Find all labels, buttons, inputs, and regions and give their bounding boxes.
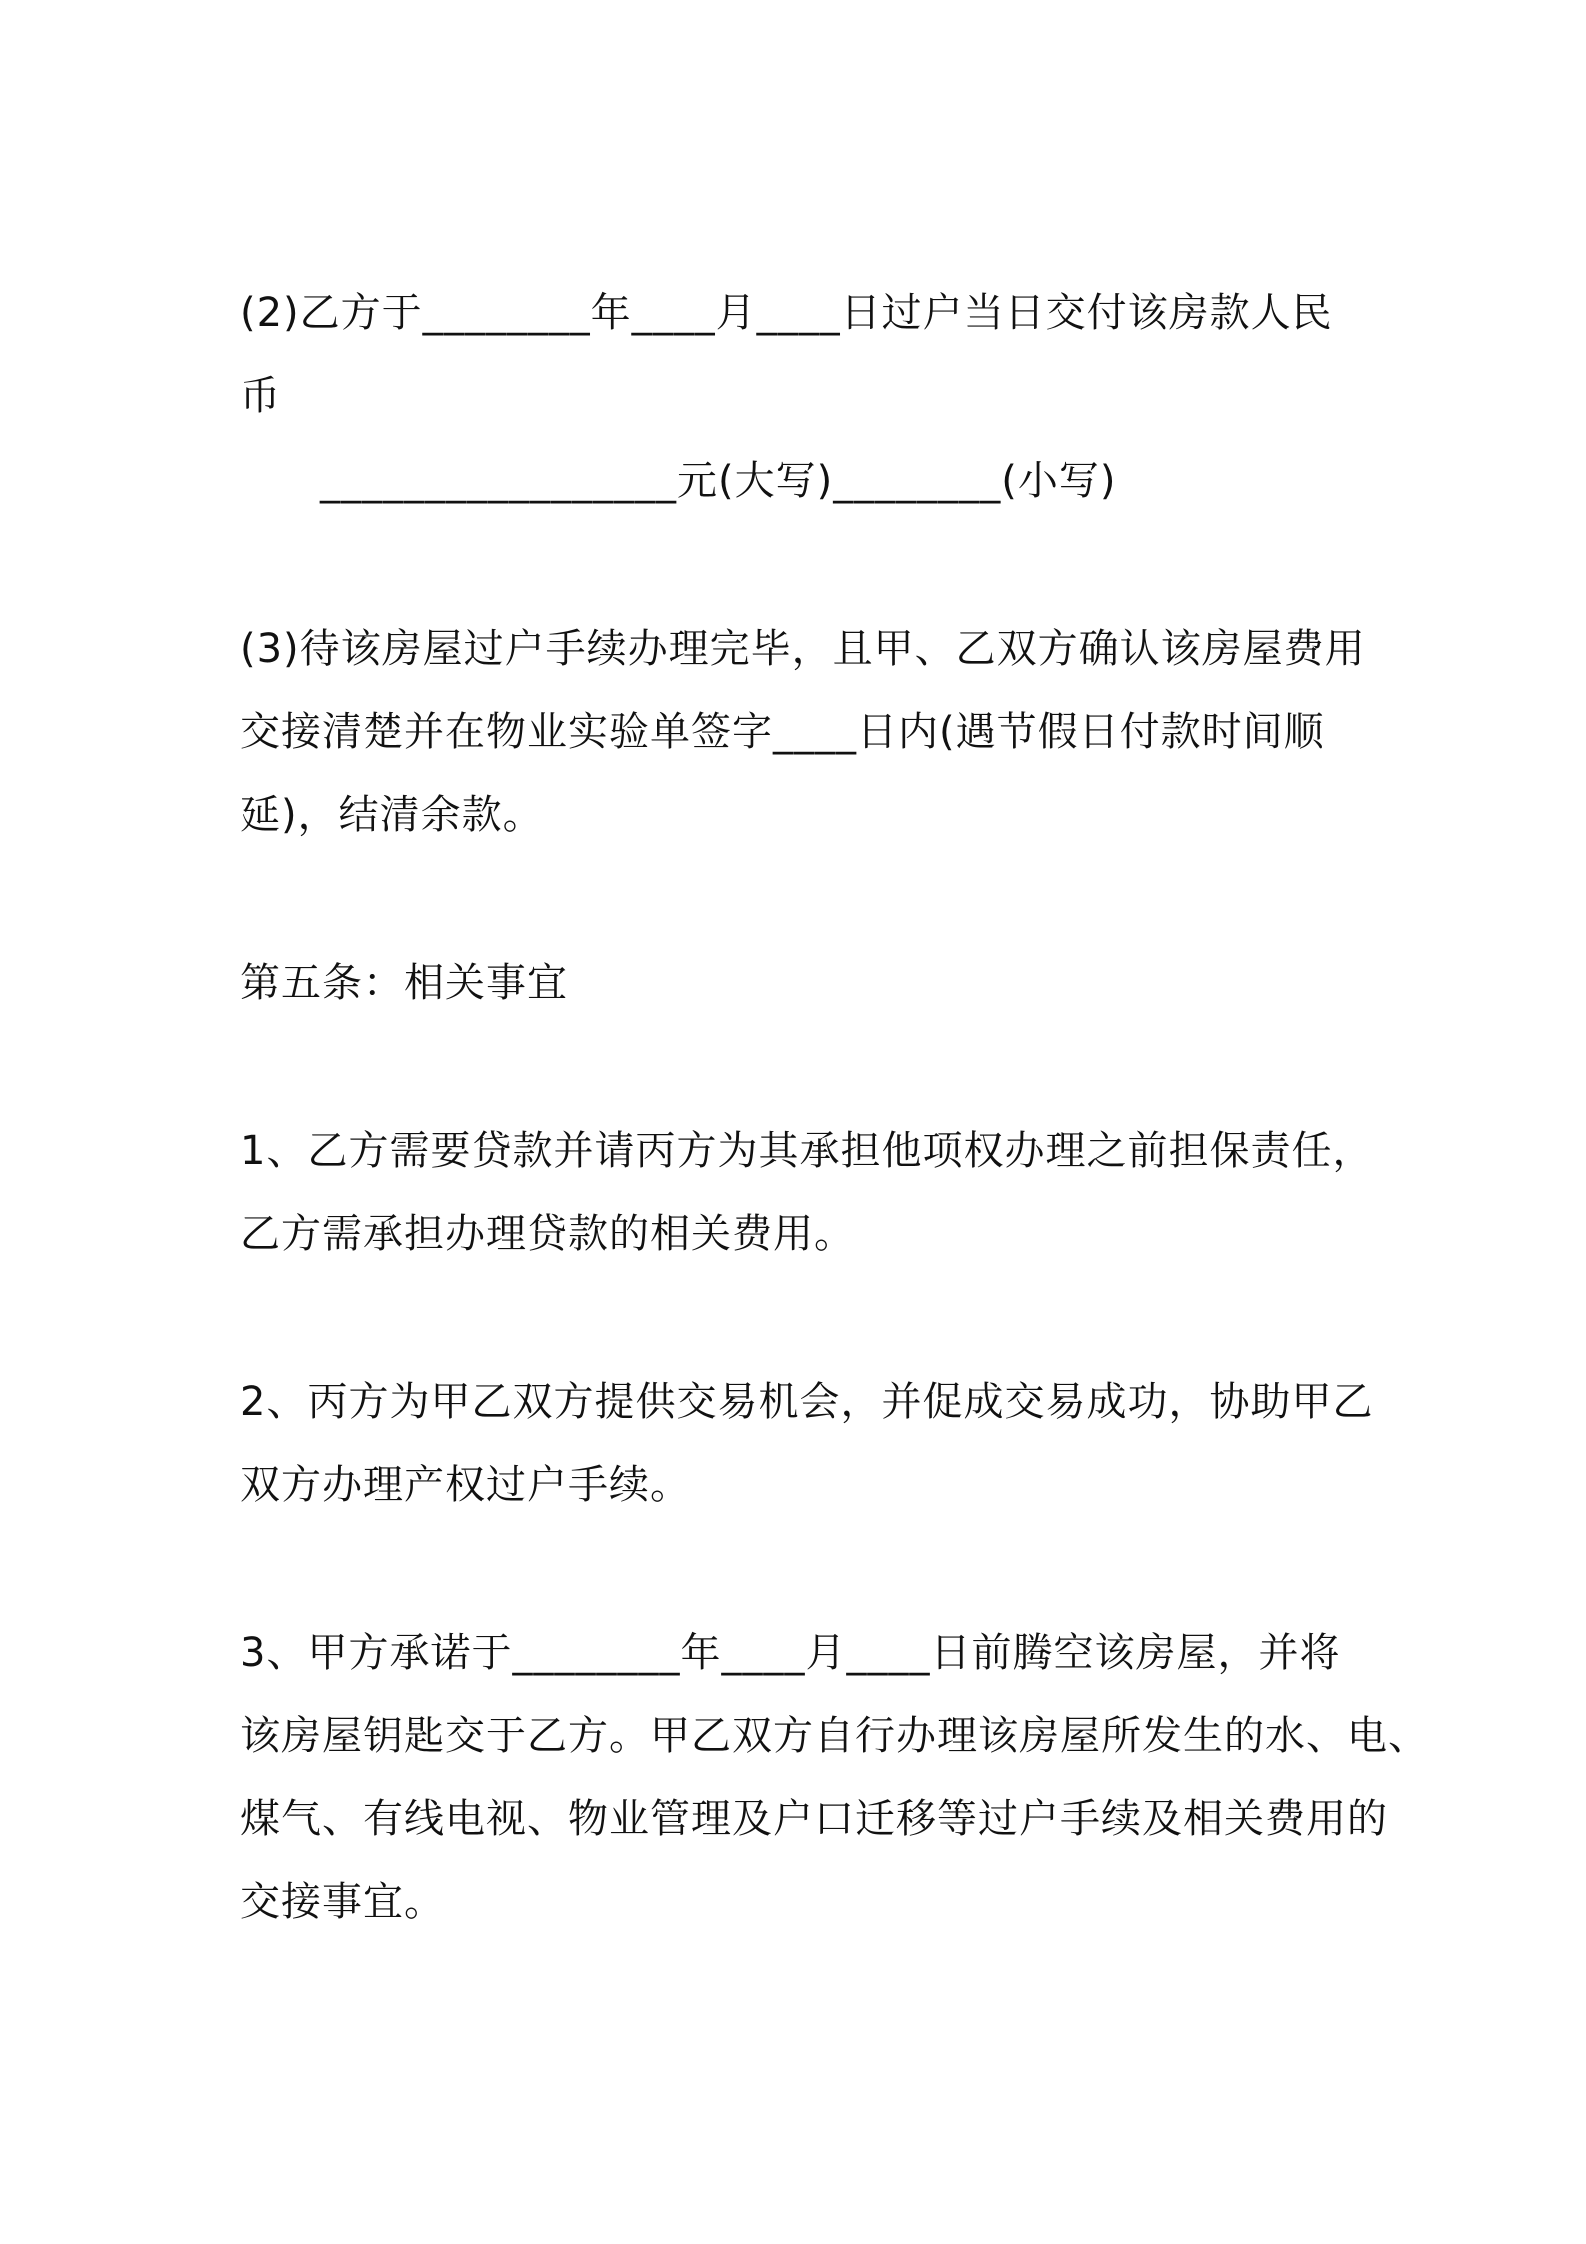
item-1-paragraph: [240, 1110, 1374, 1276]
item-3-line-1: 3、甲方承诺于________年____月____日前腾空该房屋，并将: [240, 1630, 1341, 1676]
clause-2-2-line-3: _________________元(大写)________(小写): [320, 458, 1117, 504]
item-2-line-1: 2、丙方为甲乙双方提供交易机会，并促成交易成功，协助甲乙: [240, 1379, 1374, 1425]
clause-2-3-line-1: (3)待该房屋过户手续办理完毕，且甲、乙双方确认该房屋费用: [240, 626, 1366, 672]
item-3-line-4: 交接事宜。: [240, 1879, 445, 1925]
item-3-line-2: 该房屋钥匙交于乙方。甲乙双方自行办理该房屋所发生的水、电、: [240, 1713, 1429, 1759]
clause-2-2-amount-line: [240, 440, 1360, 523]
item-1-line-1: 1、乙方需要贷款并请丙方为其承担他项权办理之前担保责任，: [240, 1128, 1374, 1174]
clause-2-2-line-2: 币: [240, 373, 281, 419]
item-2-paragraph: [240, 1361, 1374, 1527]
item-3-paragraph: [240, 1612, 1429, 1944]
item-2-line-2: 双方办理产权过户手续。: [240, 1462, 691, 1508]
article-5-title: 第五条：相关事宜: [240, 960, 568, 1006]
clause-2-2-line-1: (2)乙方于________年____月____日过户当日交付该房款人民: [240, 290, 1333, 336]
clause-2-3-paragraph: [240, 608, 1366, 857]
item-3-line-3: 煤气、有线电视、物业管理及户口迁移等过户手续及相关费用的: [240, 1796, 1388, 1842]
clause-2-2-paragraph: [240, 272, 1360, 438]
clause-2-3-line-3: 延)，结清余款。: [240, 792, 544, 838]
clause-2-3-line-2: 交接清楚并在物业实验单签字____日内(遇节假日付款时间顺: [240, 709, 1325, 755]
item-1-line-2: 乙方需承担办理贷款的相关费用。: [240, 1211, 855, 1257]
